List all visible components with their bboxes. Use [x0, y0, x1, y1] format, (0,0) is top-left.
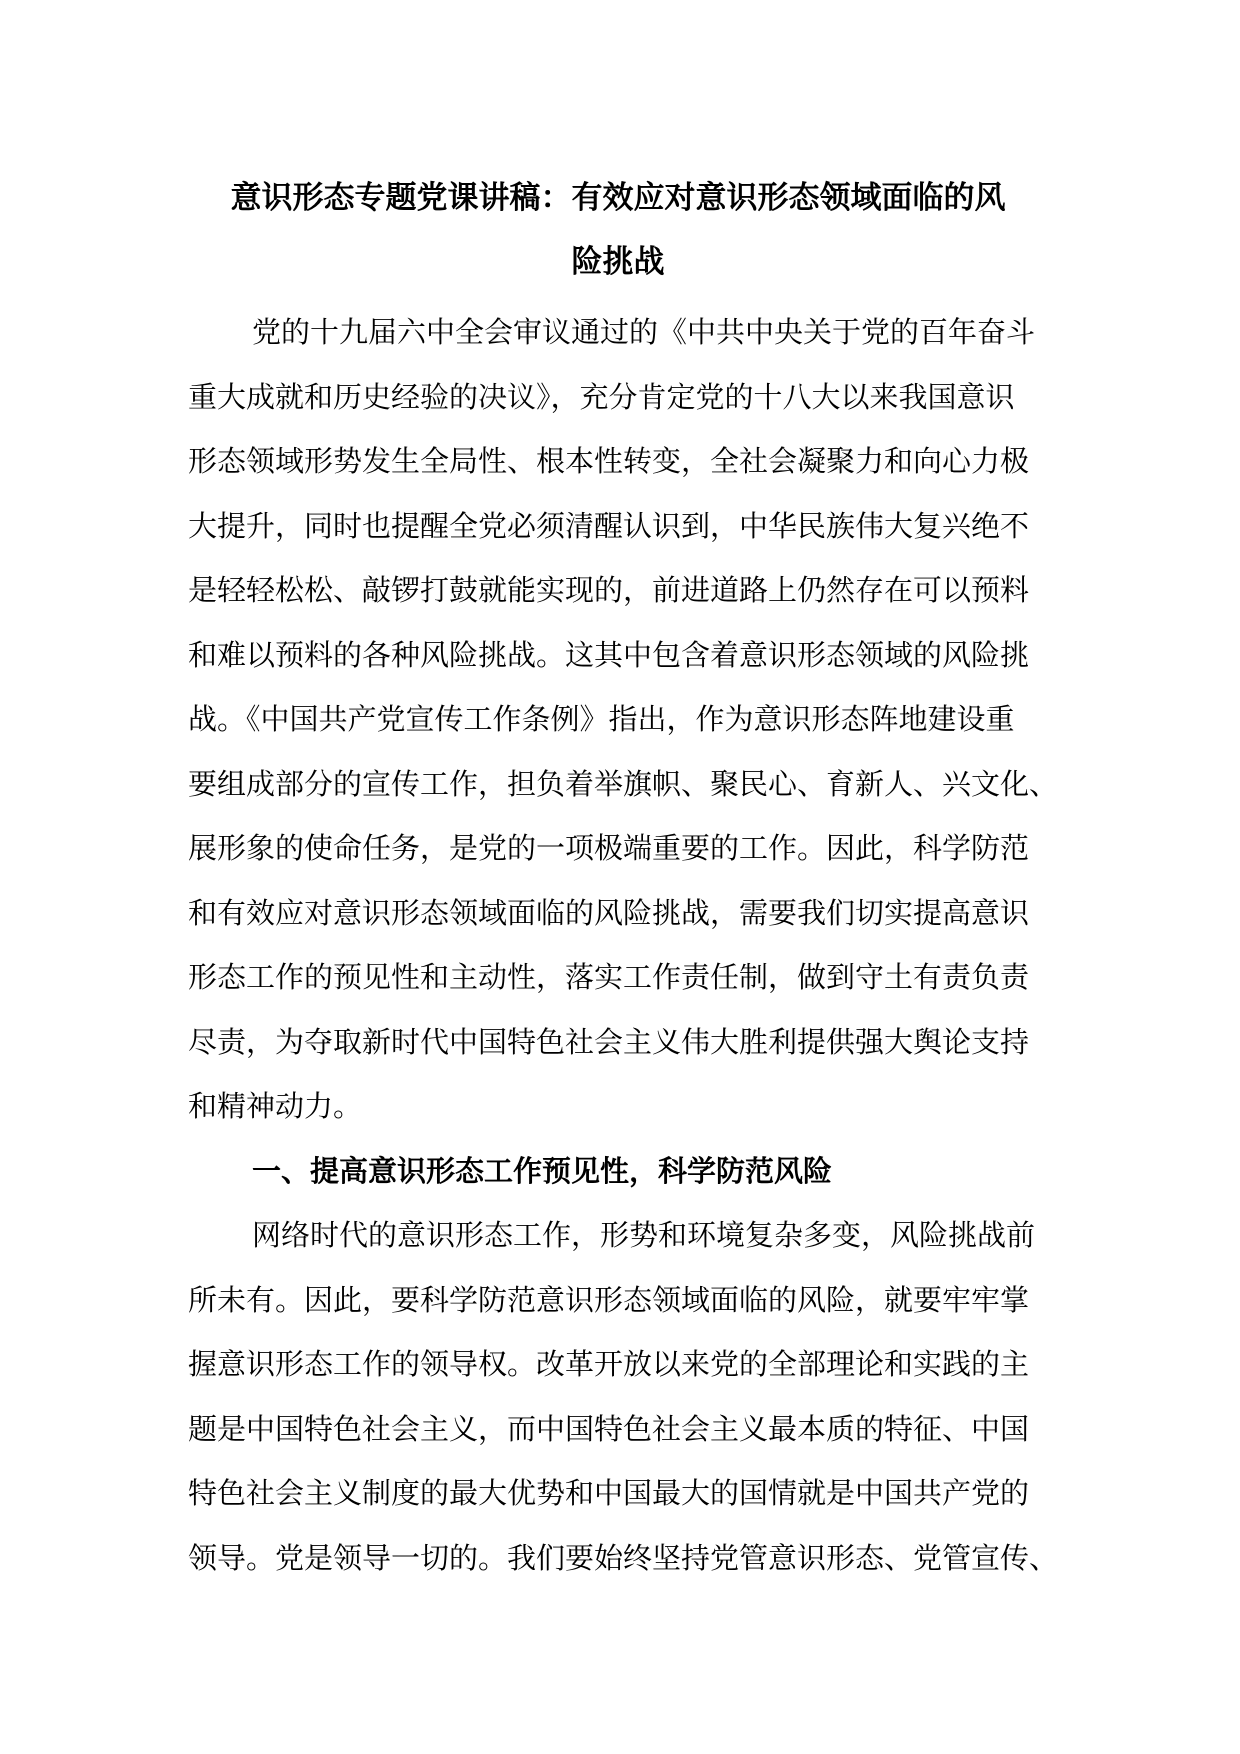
paragraph-line: 是轻轻松松、敲锣打鼓就能实现的，前进道路上仍然存在可以预料 — [188, 573, 1030, 607]
paragraph-line: 握意识形态工作的领导权。改革开放以来党的全部理论和实践的主 — [188, 1347, 1030, 1381]
paragraph-line: 党的十九届六中全会审议通过的《中共中央关于党的百年奋斗 — [252, 315, 1036, 349]
paragraph-line: 领导。党是领导一切的。我们要始终坚持党管意识形态、党管宣传、 — [188, 1540, 1059, 1575]
paragraph-line: 战。《中国共产党宣传工作条例》指出，作为意识形态阵地建设重 — [188, 702, 1015, 736]
paragraph-line: 和有效应对意识形态领域面临的风险挑战，需要我们切实提高意识 — [188, 895, 1030, 930]
paragraph-line: 尽责，为夺取新时代中国特色社会主义伟大胜利提供强大舆论支持 — [188, 1024, 1030, 1059]
title-line: 意识形态专题党课讲稿：有效应对意识形态领域面临的风 — [230, 180, 1006, 216]
paragraph-intro — [188, 300, 1068, 1139]
paragraph-line: 大提升，同时也提醒全党必须清醒认识到，中华民族伟大复兴绝不 — [188, 508, 1030, 543]
document-body — [188, 300, 1068, 1590]
title-line: 险挑战 — [571, 244, 665, 280]
paragraph-line: 形态工作的预见性和主动性，落实工作责任制，做到守土有责负责 — [188, 960, 1030, 994]
paragraph-line: 和难以预料的各种风险挑战。这其中包含着意识形态领域的风险挑 — [188, 637, 1030, 672]
paragraph-line: 形态领域形势发生全局性、根本性转变，全社会凝聚力和向心力极 — [188, 444, 1030, 478]
section-heading: 一、提高意识形态工作预见性，科学防范风险 — [252, 1153, 833, 1188]
paragraph-line: 所未有。因此，要科学防范意识形态领域面临的风险，就要牢牢掌 — [188, 1282, 1030, 1317]
paragraph-section1 — [188, 1203, 1068, 1590]
paragraph-line: 特色社会主义制度的最大优势和中国最大的国情就是中国共产党的 — [188, 1476, 1030, 1510]
paragraph-line: 展形象的使命任务，是党的一项极端重要的工作。因此，科学防范 — [188, 831, 1030, 865]
document-title — [188, 166, 1048, 294]
paragraph-line: 要组成部分的宣传工作，担负着举旗帜、聚民心、育新人、兴文化、 — [188, 766, 1059, 801]
paragraph-line: 题是中国特色社会主义，而中国特色社会主义最本质的特征、中国 — [188, 1411, 1030, 1446]
paragraph-line: 重大成就和历史经验的决议》，充分肯定党的十八大以来我国意识 — [188, 379, 1015, 414]
paragraph-line: 网络时代的意识形态工作，形势和环境复杂多变，风险挑战前 — [252, 1218, 1036, 1252]
paragraph-line: 和精神动力。 — [188, 1089, 363, 1123]
